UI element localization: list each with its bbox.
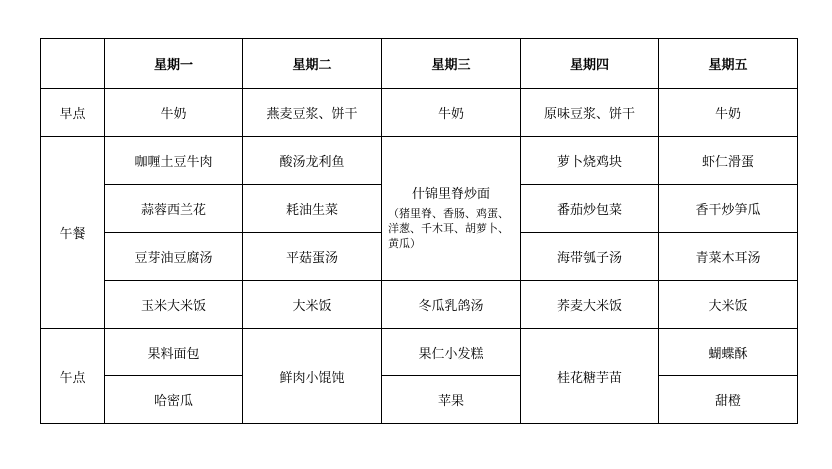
snack-cell: 苹果 xyxy=(382,376,521,424)
header-row xyxy=(41,39,798,89)
day-header: 星期五 xyxy=(659,39,798,89)
breakfast-cell: 牛奶 xyxy=(382,89,521,137)
snack-cell: 蝴蝶酥 xyxy=(659,329,798,376)
wednesday-ingredients-note: （猪里脊、香肠、鸡蛋、洋葱、千木耳、胡萝卜、黄瓜） xyxy=(388,206,509,250)
lunch-cell: 海带瓠子汤 xyxy=(521,233,659,281)
snack-cell: 桂花糖芋苗 xyxy=(521,329,659,424)
lunch-cell: 虾仁滑蛋 xyxy=(659,137,798,185)
wednesday-main-dish: 什锦里脊炒面 xyxy=(411,186,490,202)
lunch-cell: 蒜蓉西兰花 xyxy=(105,185,243,233)
lunch-cell-wednesday-main xyxy=(382,137,521,281)
snack-row xyxy=(41,376,798,424)
lunch-cell: 冬瓜乳鸽汤 xyxy=(382,281,521,329)
snack-cell: 哈密瓜 xyxy=(105,376,243,424)
day-header: 星期一 xyxy=(105,39,243,89)
lunch-cell: 香干炒笋瓜 xyxy=(659,185,798,233)
lunch-cell: 豆芽油豆腐汤 xyxy=(105,233,243,281)
lunch-row xyxy=(41,281,798,329)
lunch-cell: 酸汤龙利鱼 xyxy=(243,137,382,185)
lunch-cell: 玉米大米饭 xyxy=(105,281,243,329)
lunch-cell: 萝卜烧鸡块 xyxy=(521,137,659,185)
snack-cell: 甜橙 xyxy=(659,376,798,424)
lunch-cell: 平菇蛋汤 xyxy=(243,233,382,281)
lunch-cell: 大米饭 xyxy=(243,281,382,329)
snack-cell: 果仁小发糕 xyxy=(382,329,521,376)
snack-row xyxy=(41,329,798,376)
day-header: 星期二 xyxy=(243,39,382,89)
row-label-lunch: 午餐 xyxy=(41,137,105,329)
row-label-snack: 午点 xyxy=(41,329,105,424)
day-header: 星期四 xyxy=(521,39,659,89)
breakfast-row xyxy=(41,89,798,137)
breakfast-cell: 牛奶 xyxy=(659,89,798,137)
lunch-cell: 荞麦大米饭 xyxy=(521,281,659,329)
breakfast-cell: 燕麦豆浆、饼干 xyxy=(243,89,382,137)
row-label-breakfast: 早点 xyxy=(41,89,105,137)
lunch-cell: 番茄炒包菜 xyxy=(521,185,659,233)
lunch-cell: 耗油生菜 xyxy=(243,185,382,233)
menu-table xyxy=(40,38,798,424)
day-header: 星期三 xyxy=(382,39,521,89)
lunch-row xyxy=(41,137,798,185)
lunch-cell: 青菜木耳汤 xyxy=(659,233,798,281)
lunch-cell: 大米饭 xyxy=(659,281,798,329)
corner-cell xyxy=(41,39,105,89)
snack-cell: 果料面包 xyxy=(105,329,243,376)
lunch-cell: 咖喱土豆牛肉 xyxy=(105,137,243,185)
breakfast-cell: 牛奶 xyxy=(105,89,243,137)
breakfast-cell: 原味豆浆、饼干 xyxy=(521,89,659,137)
snack-cell: 鲜肉小馄饨 xyxy=(243,329,382,424)
